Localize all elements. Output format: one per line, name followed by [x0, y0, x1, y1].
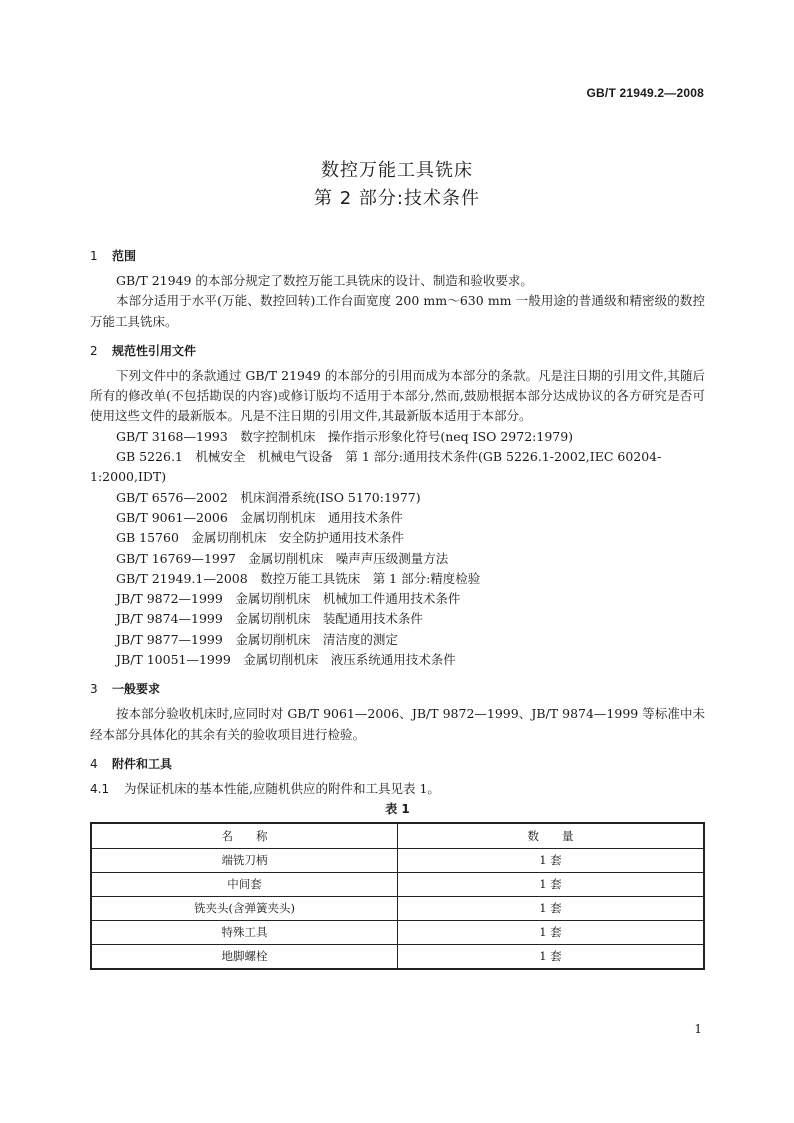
section-1-heading — [90, 246, 705, 266]
section-4-heading — [90, 754, 705, 774]
subsection-4-1 — [90, 779, 705, 799]
table-row — [91, 896, 704, 920]
table-cell: 特殊工具 — [91, 920, 398, 944]
table-header-cell: 数 量 — [398, 823, 705, 849]
subsection-number: 4.1 — [90, 781, 110, 796]
reference-item: GB/T 21949.1—2008 数控万能工具铣床 第 1 部分:精度检验 — [116, 570, 481, 586]
section-number: 4 — [90, 756, 98, 771]
table-cell: 铣夹头(含弹簧夹头) — [91, 896, 398, 920]
table-row — [91, 944, 704, 969]
reference-item: GB 15760 金属切削机床 安全防护通用技术条件 — [116, 530, 404, 546]
section-1-paragraph-2: 本部分适用于水平(万能、数控回转)工作台面宽度 200 mm～630 mm 一般用途的普通级和精密级的数控万能工具铣床。 — [90, 293, 705, 329]
reference-item: JB/T 9874—1999 金属切削机床 装配通用技术条件 — [116, 611, 423, 627]
table-header-cell: 名 称 — [91, 823, 398, 849]
table-cell: 1 套 — [398, 872, 705, 896]
section-2-heading — [90, 341, 705, 361]
section-title: 一般要求 — [112, 682, 161, 697]
section-3-paragraph-1: 按本部分验收机床时,应同时对 GB/T 9061—2006、JB/T 9872—1999、JB/T 9874—1999 等标准中未经本部分具体化的其余有关的验收项目进行检验。 — [90, 706, 705, 742]
reference-item: GB 5226.1 机械安全 机械电气设备 第 1 部分:通用技术条件(GB 5226.1-2002,IEC 60204-1:2000,IDT) — [90, 449, 662, 485]
section-title: 附件和工具 — [112, 756, 173, 771]
reference-item: JB/T 10051—1999 金属切削机床 液压系统通用技术条件 — [116, 652, 456, 668]
table-cell: 1 套 — [398, 944, 705, 969]
document-body — [90, 246, 705, 970]
subsection-text: 为保证机床的基本性能,应随机供应的附件和工具见表 1。 — [124, 780, 440, 796]
section-title: 规范性引用文件 — [112, 343, 197, 358]
table-cell: 端铣刀柄 — [91, 848, 398, 872]
reference-item: JB/T 9877—1999 金属切削机床 清洁度的测定 — [116, 631, 398, 647]
section-2-paragraph-1: 下列文件中的条款通过 GB/T 21949 的本部分的引用而成为本部分的条款。凡是注日期的引用文件,其随后所有的修改单(不包括勘误的内容)或修订版均不适用于本部分,然而,鼓励根据本部分达成协议的各方研究是否可使用这些文件的最新版本。凡是不注日期的引用文件,其最新版本适用于本部分。 — [90, 367, 705, 424]
accessories-table — [90, 822, 705, 970]
reference-item: GB/T 3168—1993 数字控制机床 操作指示形象化符号(neq ISO 2972:1979) — [116, 428, 574, 444]
table-row — [91, 872, 704, 896]
table-caption: 表 1 — [385, 801, 410, 816]
section-1-paragraph-1: GB/T 21949 的本部分规定了数控万能工具铣床的设计、制造和验收要求。 — [116, 273, 533, 288]
document-subtitle: 第 2 部分:技术条件 — [314, 188, 480, 209]
section-title: 范围 — [112, 249, 137, 263]
standard-code: GB/T 21949.2—2008 — [586, 86, 704, 100]
table-row — [91, 920, 704, 944]
table-cell: 1 套 — [398, 920, 705, 944]
table-cell: 1 套 — [398, 896, 705, 920]
reference-item: GB/T 6576—2002 机床润滑系统(ISO 5170:1977) — [116, 489, 421, 505]
section-number: 2 — [90, 343, 98, 358]
table-row — [91, 848, 704, 872]
section-number: 1 — [90, 249, 98, 263]
document-title: 数控万能工具铣床 — [321, 160, 473, 181]
table-header-row — [91, 823, 704, 849]
table-cell: 1 套 — [398, 848, 705, 872]
reference-item: GB/T 9061—2006 金属切削机床 通用技术条件 — [116, 509, 403, 525]
table-cell: 地脚螺栓 — [91, 944, 398, 969]
section-3-heading — [90, 679, 705, 699]
page-number: 1 — [694, 1022, 702, 1036]
section-number: 3 — [90, 682, 98, 697]
table-cell: 中间套 — [91, 872, 398, 896]
reference-item: GB/T 16769—1997 金属切削机床 噪声声压级测量方法 — [116, 550, 449, 566]
reference-item: JB/T 9872—1999 金属切削机床 机械加工件通用技术条件 — [116, 591, 461, 607]
